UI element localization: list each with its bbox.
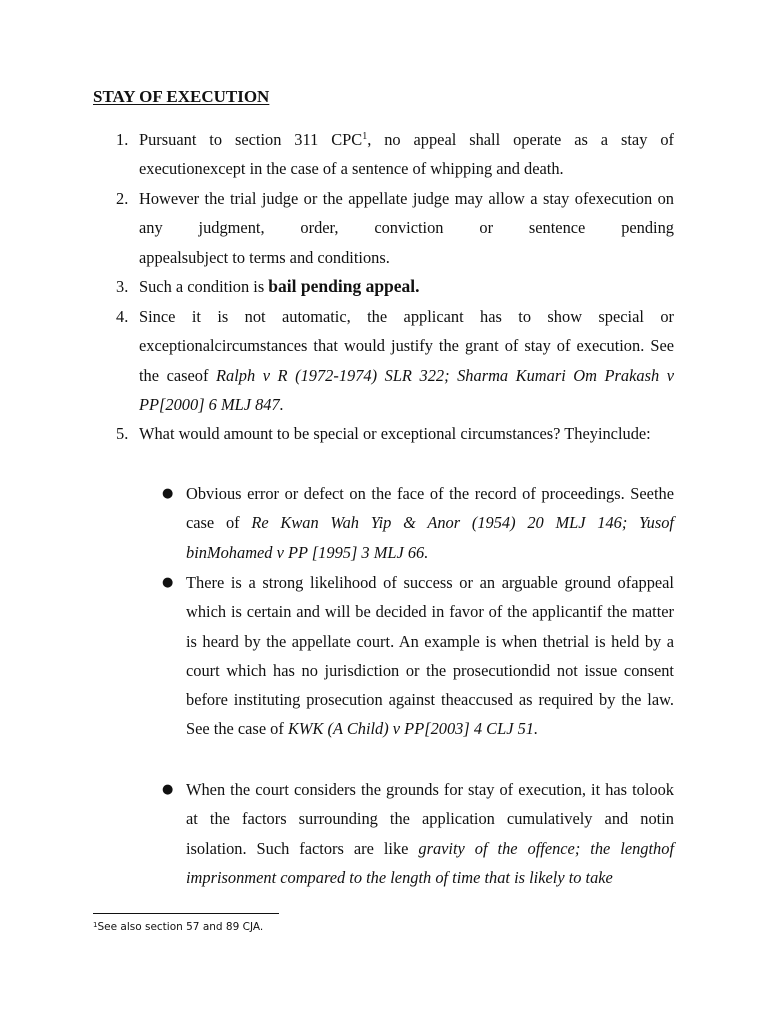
document-heading: STAY OF EXECUTION (93, 87, 270, 106)
text-run: Obvious error or defect on the face of the record of proceedings. See (186, 484, 654, 503)
text-line (186, 484, 654, 503)
footnote-text: See also section 57 and 89 CJA. (97, 921, 264, 933)
text-run: However the trial judge or the appellate judge may allow a stay of (139, 189, 589, 208)
text-run: look at the factors surrounding the application cumulatively and not (186, 780, 674, 829)
item-number: 4. (116, 307, 129, 326)
item-text (139, 302, 674, 419)
case-citation: Mohamed v PP [1995] 3 MLJ 66. (206, 542, 429, 562)
text-run: if the matter is heard by the appellate court. An example is when the (186, 602, 674, 651)
item-number: 2. (116, 189, 129, 208)
text-run: except in the case of a sentence of whipping and death. (202, 159, 564, 179)
bullet-text (186, 479, 674, 567)
case-citation: KWK (A Child) v PP (287, 719, 425, 739)
text-line (139, 277, 420, 296)
text-line (207, 543, 428, 562)
text-line (598, 424, 651, 443)
case-citation: Ralph v R (1972-1974) SLR 322; Sharma Kumari Om Prakash v PP (139, 365, 674, 414)
text-run: There is a strong likelihood of success or an arguable ground of (186, 573, 632, 592)
case-citation: [2000] 6 MLJ 847. (159, 394, 284, 414)
text-run: What would amount to be special or exceptional circumstances? They (139, 424, 598, 443)
text-run: subject to terms and conditions. (181, 247, 390, 267)
footnote-reference: 1 (362, 131, 368, 142)
footnote (93, 920, 263, 934)
case-citation: Re Kwan Wah Yip & Anor (1954) 20 MLJ 146; Yusof bin (186, 513, 674, 562)
footnote-mark: 1 (93, 921, 98, 929)
text-line (186, 780, 645, 799)
bullet-text (186, 568, 674, 744)
bullet-icon: ● (162, 486, 174, 501)
emphasis-text: bail pending appeal. (268, 276, 420, 296)
text-line (424, 719, 538, 738)
case-citation: gravity of the offence; the length (418, 838, 662, 858)
case-citation: of imprisonment compared to the length of time that is likely to take (186, 838, 674, 887)
footnote-divider (93, 913, 279, 914)
text-run: did not issue consent before instituting prosecution against the (186, 660, 674, 710)
text-run: Pursuant to section 311 CPC (139, 130, 363, 149)
text-run: Such a condition is (139, 277, 269, 296)
text-line (203, 159, 564, 178)
item-number: 3. (116, 277, 129, 296)
bullet-icon: ● (162, 575, 174, 590)
text-run: in isolation. Such factors are like (186, 809, 674, 858)
bullet-icon: ● (162, 782, 174, 797)
text-run: execution on any judgment, order, conviction or sentence pending appeal (139, 189, 675, 267)
text-run: circumstances that would justify the grant of stay of execution. See the case (139, 336, 674, 385)
text-run: the case of (186, 484, 674, 533)
text-run: appeal which is certain and will be decided in favor of the applicant (186, 573, 674, 622)
text-run: trial is held by a court which has no jurisdiction or the prosecution (186, 631, 674, 680)
text-line (159, 395, 284, 414)
item-number: 5. (116, 424, 129, 443)
case-citation: [2003] 4 CLJ 51. (424, 719, 539, 739)
item-text (139, 272, 674, 301)
text-line (182, 248, 390, 267)
item-text (139, 125, 674, 184)
text-run: include: (597, 424, 651, 443)
text-line (139, 424, 598, 443)
text-line (139, 189, 588, 208)
item-text (139, 184, 674, 272)
text-run: When the court considers the grounds for stay of execution, it has to (186, 780, 645, 799)
text-line (186, 573, 631, 592)
item-text (139, 419, 674, 448)
text-run: Since it is not automatic, the applicant has to show special or exceptional (139, 307, 674, 356)
text-run: of (194, 365, 217, 385)
bullet-text (186, 775, 674, 892)
text-run: accused as required by the law. See the case of (186, 690, 675, 739)
text-run: , no appeal shall operate as a stay of execution (139, 130, 674, 179)
item-number: 1. (116, 130, 129, 149)
